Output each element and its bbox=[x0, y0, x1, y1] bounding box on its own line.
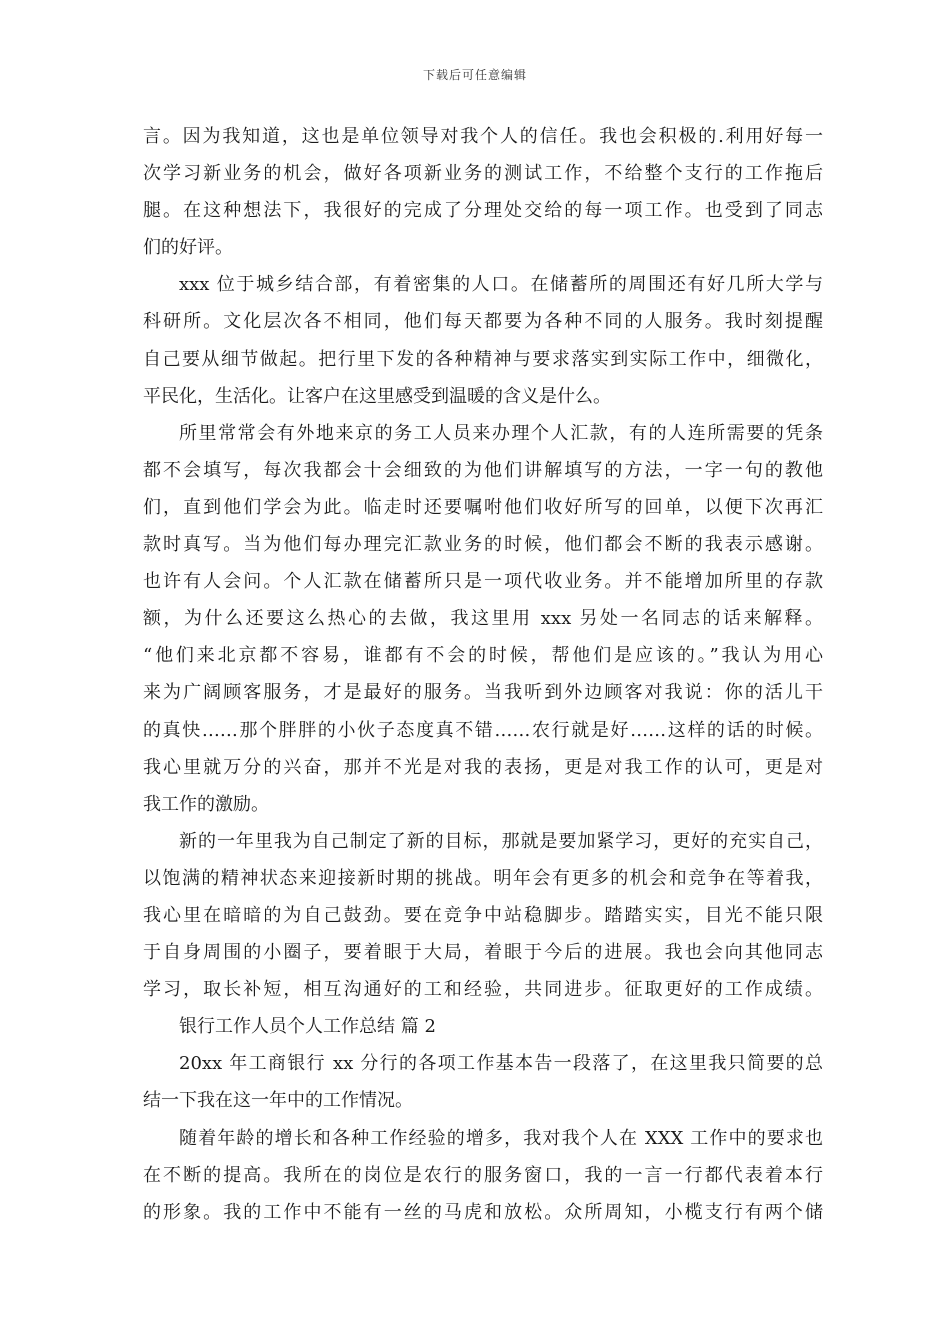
text-line: 也许有人会问。个人汇款在储蓄所只是一项代收业务。并不能增加所里的存款 bbox=[143, 571, 823, 593]
text-line: 平民化，生活化。让客户在这里感受到温暖的含义是什么。 bbox=[143, 385, 611, 407]
text-line: 们的好评。 bbox=[143, 237, 233, 259]
text-line: 结一下我在这一年中的工作情况。 bbox=[143, 1090, 413, 1112]
text-line: 新的一年里我为自己制定了新的目标，那就是要加紧学习，更好的充实自己， bbox=[179, 830, 823, 852]
text-line: 所里常常会有外地来京的务工人员来办理个人汇款，有的人连所需要的凭条 bbox=[179, 422, 823, 444]
text-line: 的形象。我的工作中不能有一丝的马虎和放松。众所周知，小榄支行有两个储 bbox=[143, 1201, 823, 1223]
text-line: 腿。在这种想法下，我很好的完成了分理处交给的每一项工作。也受到了同志 bbox=[143, 200, 823, 222]
text-line: 来为广阔顾客服务，才是最好的服务。当我听到外边顾客对我说：你的活儿干 bbox=[143, 682, 823, 704]
text-line: 额，为什么还要这么热心的去做，我这里用 xxx 另处一名同志的话来解释。 bbox=[143, 608, 823, 630]
document-body bbox=[143, 118, 823, 1231]
text-line: 我工作的激励。 bbox=[143, 793, 269, 815]
text-line: “他们来北京都不容易，谁都有不会的时候，帮他们是应该的。”我认为用心 bbox=[143, 645, 823, 667]
page-header: 下载后可任意编辑 bbox=[422, 68, 527, 82]
text-line: 20xx 年工商银行 xx 分行的各项工作基本告一段落了，在这里我只简要的总 bbox=[179, 1053, 823, 1075]
text-line: 言。因为我知道，这也是单位领导对我个人的信任。我也会积极的.利用好每一 bbox=[143, 126, 823, 147]
text-line: 自己要从细节做起。把行里下发的各种精神与要求落实到实际工作中，细微化， bbox=[143, 348, 823, 370]
text-line: 学习，取长补短，相互沟通好的工和经验，共同进步。征取更好的工作成绩。 bbox=[143, 979, 823, 1001]
text-line: xxx 位于城乡结合部，有着密集的人口。在储蓄所的周围还有好几所大学与 bbox=[179, 274, 823, 296]
text-line: 我心里在暗暗的为自己鼓劲。要在竞争中站稳脚步。踏踏实实，目光不能只限 bbox=[143, 904, 823, 926]
text-line: 于自身周围的小圈子，要着眼于大局，着眼于今后的进展。我也会向其他同志 bbox=[143, 942, 823, 964]
text-line: 次学习新业务的机会，做好各项新业务的测试工作，不给整个支行的工作拖后 bbox=[143, 163, 823, 185]
text-line: 科研所。文化层次各不相同，他们每天都要为各种不同的人服务。我时刻提醒 bbox=[143, 311, 823, 333]
text-line: 随着年龄的增长和各种工作经验的增多，我对我个人在 XXX 工作中的要求也 bbox=[179, 1127, 823, 1149]
text-line: 款时真写。当为他们每办理完汇款业务的时候，他们都会不断的我表示感谢。 bbox=[143, 534, 823, 556]
text-line: 的真快……那个胖胖的小伙子态度真不错……农行就是好……这样的话的时候。 bbox=[143, 719, 823, 741]
text-line: 银行工作人员个人工作总结 篇 2 bbox=[179, 1016, 436, 1038]
text-line: 在不断的提高。我所在的岗位是农行的服务窗口，我的一言一行都代表着本行 bbox=[143, 1164, 823, 1186]
text-line: 都不会填写，每次我都会十会细致的为他们讲解填写的方法，一字一句的教他 bbox=[143, 459, 823, 481]
text-line: 们，直到他们学会为此。临走时还要嘱咐他们收好所写的回单，以便下次再汇 bbox=[143, 496, 823, 518]
text-line: 以饱满的精神状态来迎接新时期的挑战。明年会有更多的机会和竞争在等着我， bbox=[143, 867, 823, 889]
text-line: 我心里就万分的兴奋，那并不光是对我的表扬，更是对我工作的认可，更是对 bbox=[143, 756, 823, 778]
